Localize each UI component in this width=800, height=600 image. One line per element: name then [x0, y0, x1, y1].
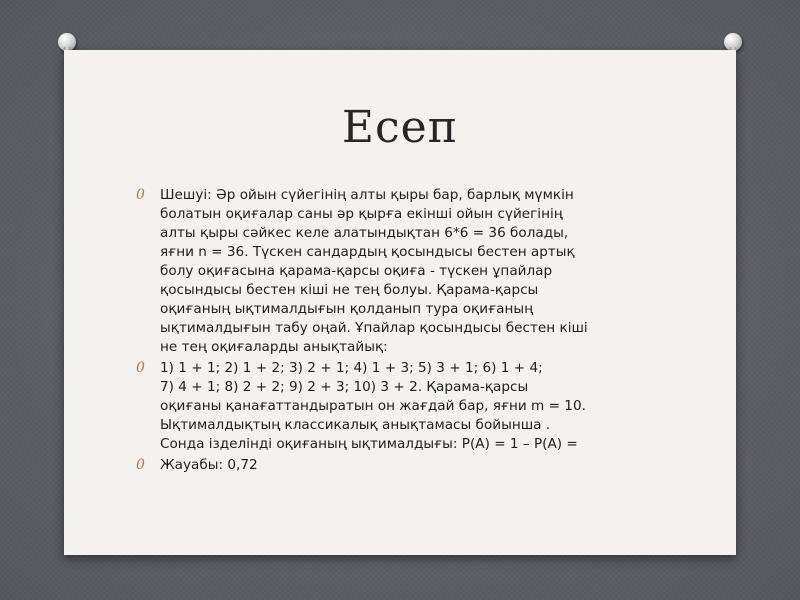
bullet-item-answer — [136, 456, 676, 475]
text-line: болатын оқиғалар саны әр қырға екінші ойын сүйегінің — [160, 206, 563, 222]
text-line: алты қыры сәйкес келе алатындықтан 6*6 = 36 болады, — [160, 225, 569, 241]
slide — [64, 50, 736, 555]
text-line: оқиғаны қанағаттандыратын он жағдай бар, яғни m = 10. — [160, 398, 586, 414]
text-line: 7) 4 + 1; 8) 2 + 2; 9) 2 + 3; 10) 3 + 2. Қарама-қарсы — [160, 379, 529, 395]
text-line: ықтималдығын табу оңай. Ұпайлар қосындысы бестен кіші — [160, 320, 588, 336]
bullet-icon: 0 — [136, 457, 145, 473]
bullet-item-solution — [136, 186, 676, 357]
text-line: қосындысы бестен кіші не тең болуы. Қарама-қарсы — [160, 282, 539, 298]
bullet-icon: 0 — [136, 187, 145, 203]
text-line: болу оқиғасына қарама-қарсы оқиға - түскен ұпайлар — [160, 263, 553, 279]
slide-title: Есеп — [341, 102, 459, 153]
bullet-list — [136, 186, 676, 477]
text-line: оқиғаның ықтималдығын қолданып тура оқиғаның — [160, 301, 534, 317]
bullet-icon: 0 — [136, 360, 145, 376]
text-line: яғни n = 36. Түскен сандардың қосындысы бестен артық — [160, 244, 575, 260]
text-line: не тең оқиғаларды анықтайық: — [160, 339, 388, 355]
text-line: Ықтималдықтың классикалық анықтамасы бойынша . — [160, 417, 551, 433]
text-line: 1) 1 + 1; 2) 1 + 2; 3) 2 + 1; 4) 1 + 3; 5) 3 + 1; 6) 1 + 4; — [160, 360, 543, 376]
bullet-item-cases — [136, 359, 676, 454]
text-line: Шешуі: Әр ойын сүйегінің алты қыры бар, барлық мүмкін — [160, 187, 574, 203]
text-line: Сонда ізделінді оқиғаның ықтималдығы: P(A) = 1 – P(A) = — [160, 436, 578, 452]
text-line: Жауабы: 0,72 — [160, 457, 258, 473]
